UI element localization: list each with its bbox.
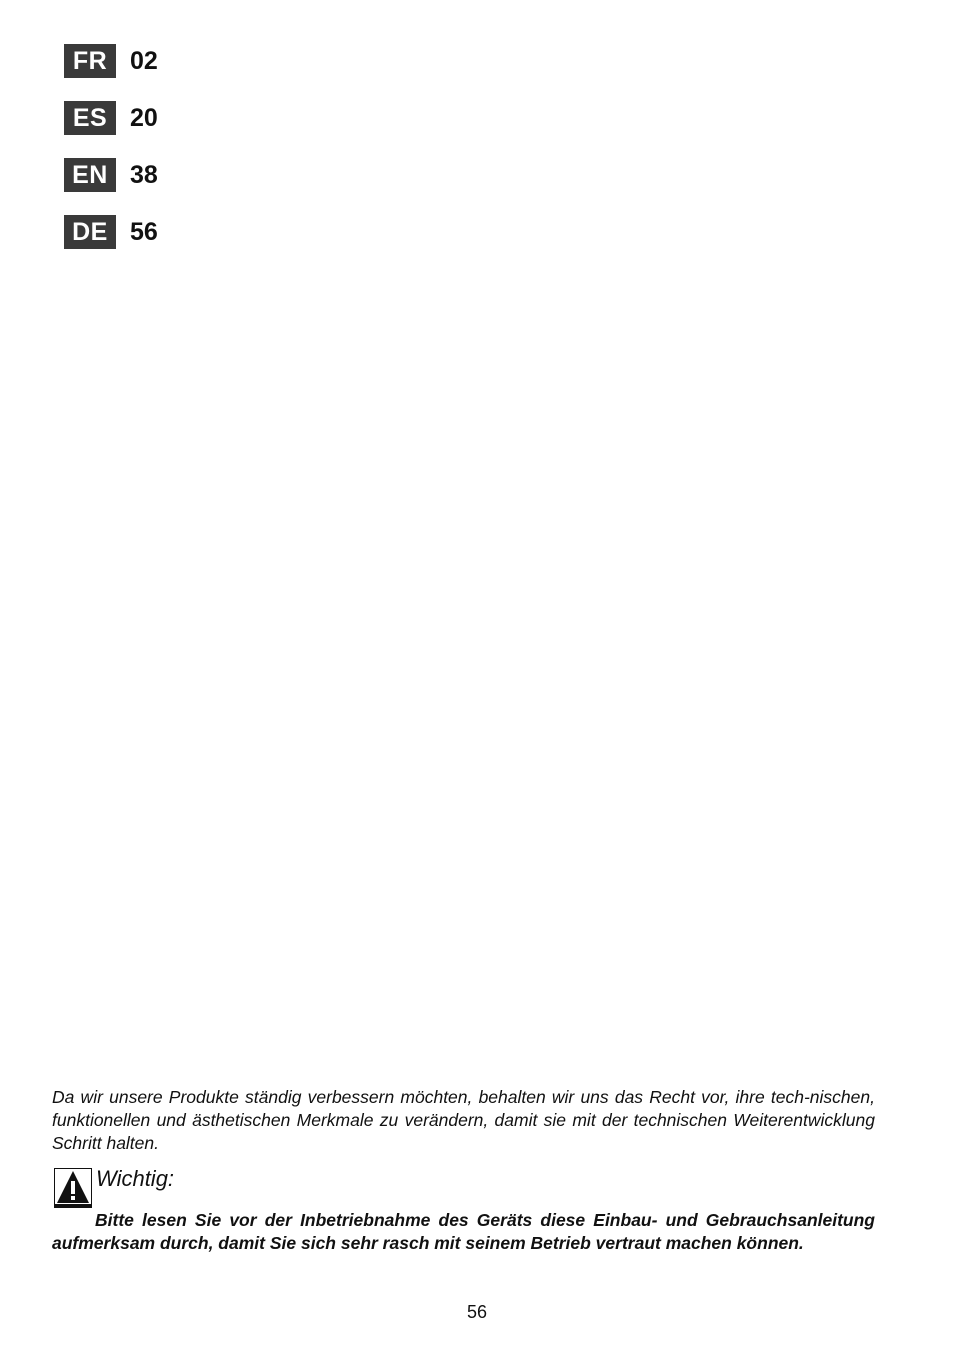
language-badge: FR [64, 44, 116, 78]
language-row-de[interactable] [64, 215, 158, 249]
language-badge: ES [64, 101, 116, 135]
language-page-number: 38 [130, 160, 158, 189]
language-badge: EN [64, 158, 116, 192]
language-page-number: 02 [130, 46, 158, 75]
language-index [64, 44, 158, 272]
language-page-number: 56 [130, 217, 158, 246]
notice-title: Wichtig: [96, 1166, 175, 1191]
notice-body: Bitte lesen Sie vor der Inbetriebnahme des Geräts diese Einbau- und Gebrauchsanleitung aufmerksam durch, damit Sie sich sehr rasch mit seinem Betrieb vertraut machen können. [52, 1209, 875, 1253]
language-row-fr[interactable] [64, 44, 158, 78]
warning-icon [54, 1168, 92, 1208]
language-badge: DE [64, 215, 116, 249]
page-number: 56 [466, 1302, 488, 1322]
language-row-es[interactable] [64, 101, 158, 135]
disclaimer-paragraph: Da wir unsere Produkte ständig verbessern möchten, behalten wir uns das Recht vor, ihre tech-nischen, funktionellen und ästhetischen Merkmale zu verändern, damit sie mit der technischen Weiterentwicklung Schritt halten. [52, 1086, 875, 1153]
language-page-number: 20 [130, 103, 158, 132]
language-row-en[interactable] [64, 158, 158, 192]
